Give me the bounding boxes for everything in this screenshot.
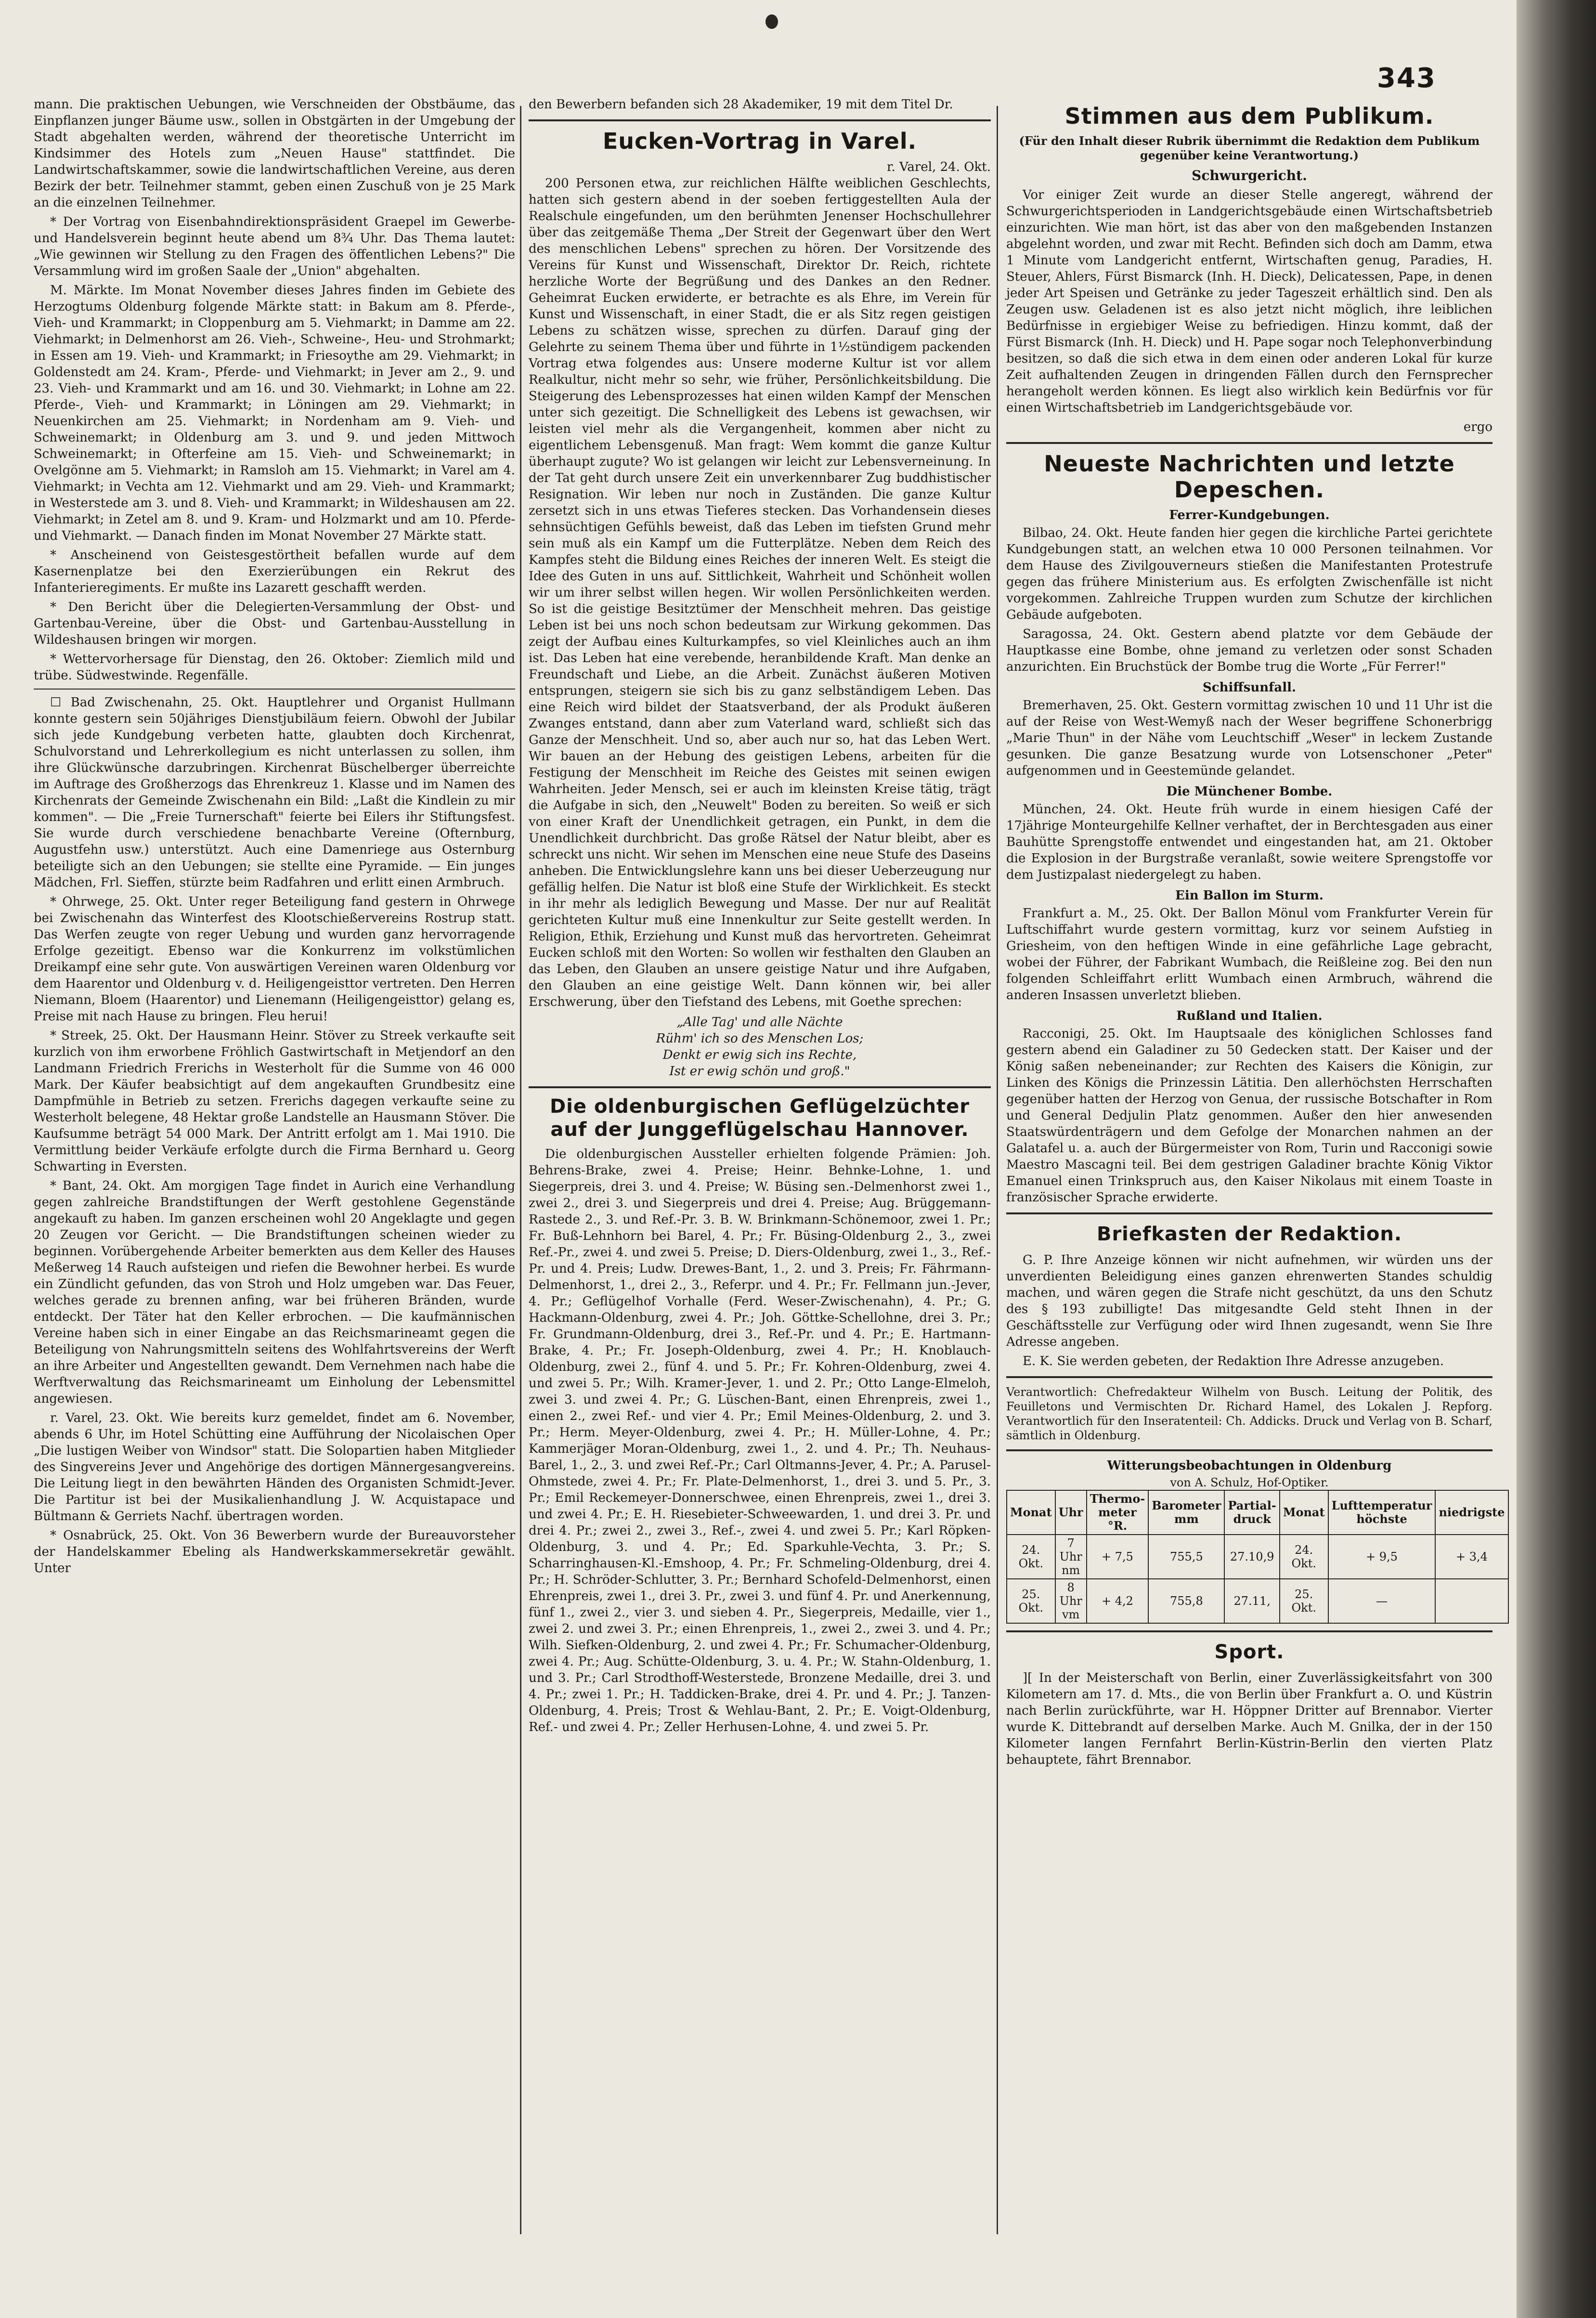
weather-row: [1007, 1535, 1508, 1579]
divider: [1006, 1630, 1492, 1632]
weather-cell: 755,8: [1148, 1579, 1224, 1623]
article-frankfurt: Frankfurt a. M., 25. Okt. Der Ballon Mönul vom Frankfurter Verein für Luftschiffahrt wurde gestern vormittag, kurz vor seinem Aufstieg in Griesheim, von den heftigen Winde in eine gefährliche Lage gebracht, wobei der Führer, der Fabrikant Wumbach, die Reißleine zog. Bei den nun folgenden Schleiffahrt erlitt Wumbach einen Armbruch, während die anderen Insassen unverletzt blieben.: [1006, 906, 1492, 1003]
weather-cell: 755,5: [1148, 1535, 1224, 1579]
article-osnabrueck: * Osnabrück, 25. Okt. Von 36 Bewerbern wurde der Bureauvorsteher der Handelskammer Ebeling als Handwerkskammersekretär gewählt. Unter: [34, 1528, 515, 1576]
weather-cell: 8 Uhr vm: [1055, 1579, 1087, 1623]
article-wettervorhersage: * Wettervorhersage für Dienstag, den 26. Oktober: Ziemlich mild und trübe. Südwestwinde. Regenfälle.: [34, 652, 515, 683]
weather-header: Monat: [1280, 1490, 1328, 1535]
weather-cell: 25. Okt.: [1280, 1579, 1328, 1623]
weather-header: Monat: [1007, 1490, 1055, 1535]
weather-cell: + 7,5: [1087, 1535, 1149, 1579]
column-rule: [997, 106, 998, 2234]
divider: [1006, 1376, 1492, 1378]
subhead-russland: Rußland und Italien.: [1176, 1009, 1323, 1023]
divider: [529, 1086, 991, 1088]
article-ohrwege: * Ohrwege, 25. Okt. Unter reger Beteiligung fand gestern in Ohrwege bei Zwischenahn das Winterfest des Klootschießervereins Rostrup statt. Das Werfen zeugte von reger Uebung und wurden ganz hervorragende Erfolge gezeitigt. Ebenso war die Konkurrenz im volkstümlichen Dreikampf eine sehr gute. Von auswärtigen Vereinen waren Oldenburg vor dem Haarentor und Oldenburg v. d. Heiligengeisttor vertreten. Den Herren Niemann, Bloem (Haarentor) und Lienemann (Heiligengeisttor) gelang es, Preise mit nach Hause zu bringen. Fleu herui!: [34, 895, 515, 1024]
page-number: 343: [1377, 63, 1436, 94]
weather-header: Lufttemperatur höchste: [1328, 1490, 1436, 1535]
weather-header: Barometer mm: [1148, 1490, 1224, 1535]
signature: ergo: [1463, 420, 1492, 434]
article-saragossa: Saragossa, 24. Okt. Gestern abend platzte vor dem Gebäude der Hauptkasse eine Bombe, ohne jemand zu verletzen oder sonst Schaden anzurichten. Ein Bruchstück der Bombe trug die Worte „Für Ferrer!": [1006, 627, 1492, 674]
article-bremerhaven: Bremerhaven, 25. Okt. Gestern vormittag zwischen 10 und 11 Uhr ist die auf der Reise von West-Wemyß nach der Weser begriffene Schonerbrigg „Marie Thun" in der Nähe vom Leuchtschiff „Weser" in leckem Zustande gesunken. Die ganze Besatzung wurde von Lotsenschoner „Peter" aufgenommen und in Geestemünde gelandet.: [1006, 698, 1492, 778]
weather-header: Partial-druck: [1224, 1490, 1279, 1535]
article-osnabrueck-cont: den Bewerbern befanden sich 28 Akademiker, 19 mit dem Titel Dr.: [529, 97, 953, 112]
newspaper-page: [19, 96, 1507, 2249]
article-varel: r. Varel, 23. Okt. Wie bereits kurz gemeldet, findet am 6. November, abends 6 Uhr, im Hotel Schütting eine Aufführung der Nicolaischen Oper „Die lustigen Weiber von Windsor" statt. Die Solopartien haben Mitglieder des Singvereins Jever und Angehörige des dortigen Männergesangvereins. Die Leitung liegt in den bewährten Händen des Organisten Schmidt-Jever. Die Partitur ist bei der Musikalienhandlung J. W. Acquistapace und Bültmann & Gerriets Nachf. übertragen worden.: [34, 1411, 515, 1524]
subhead-schiffsunfall: Schiffsunfall.: [1202, 680, 1296, 695]
article-eucken: 200 Personen etwa, zur reichlichen Hälfte weiblichen Geschlechts, hatten sich gestern abend in der soeben fertiggestellten Aula der Realschule eingefunden, um den berühmten Jenenser Hochschullehrer über das zeitgemäße Thema „Der Streit der Gegenwart über den Wert des menschlichen Lebens" sprechen zu hören. Der Vorsitzende des Vereins für Kunst und Wissenschaft, Direktor Dr. Reich, richtete herzliche Worte der Begrüßung und des Dankes an den Redner. Geheimrat Eucken erwiderte, er betrachte es als Ehre, im Verein für Kunst und Wissenschaft, in einer Stadt, die er als Sitz regen geistigen Lebens zu schätzen wisse, sprechen zu dürfen. Darauf ging der Gelehrte zu seinem Thema über und führte in 1½stündigem packenden Vortrag etwa folgendes aus: Unsere moderne Kultur ist vor allem Realkultur, nicht mehr so sehr, wie früher, Persönlichkeitsbildung. Die Steigerung des Lebensprozesses hat einen wilden Kampf der Menschen unter sich gezeitigt. Die Schnelligkeit des Lebens ist gewachsen, wir leisten viel mehr als die Vergangenheit, kommen aber nicht zu eigentlichem Lebensgenuß. Man fragt: Wem kommt die ganze Kultur überhaupt zugute? Wo ist gelangen wir leicht zur Lebensverneinung. In der Tat geht durch unsere Zeit ein unverkennbarer Zug buddhistischer Resignation. Wir leben nur noch in Zuständen. Die ganze Kultur zersetzt sich in uns etwas Tieferes stecken. Das Vorhandensein dieses sehnsüchtigen Gefühls beweist, daß das Leben im tiefsten Grund mehr sein muß als ein Kampf um die Futterplätze. Neben dem Reich des Kampfes steht die Bildung eines Reiches der inneren Welt. Es steigt die Idee des Guten in uns auf. Sittlichkeit, Wahrheit und Schönheit wollen wir um ihrer selbst willen hegen. Wir wollen Persönlichkeiten werden. So ist die geistige Besitztümer der Menschheit mehren. Das geistige Leben ist bei uns noch schon bedeutsam zur Wirkung gekommen. Das zeigt der Aufbau eines Kulturkampfes, so viel Kleinliches auch an ihm ist. Das Leben hat eine verebende, heranbildende Kraft. Man denke an Freundschaft und Liebe, an die Arbeit. Zunächst äußeren Motiven entsprungen, steigern sie sich bis zu ganz selbständigem Leben. Das eine Reich wird bildet der Staatsverband, der als Produkt äußeren Zwanges entstand, dann aber zum Vaterland ward, schließt sich das Ganze der Menschheit. Und so, aber auch nur so, hat das Leben Wert. Wir bauen an der Hebung des geistigen Lebens, arbeiten für die Festigung der Menschheit im Reiche des Geistes mit seinen ewigen Wahrheiten. Jeder Mensch, sei er auch im kleinsten Kreise tätig, trägt die Aufgabe in sich, den „Neuwelt" Boden zu bereiten. So weiß er sich von einer Kraft der Unendlichkeit getragen, ein Punkt, in dem die Unendlichkeit durchbricht. Das große Rätsel der Natur bleibt, aber es schreckt uns nicht. Wir sehen im Menschen eine neue Stufe des Daseins anheben. Die Entwicklungslehre kann uns bei dieser Ueberzeugung nur gefällig helfen. Die Natur ist bloß eine Stufe der Wirklichkeit. Es steckt in ihr mehr als lediglich Bewegung und Masse. Der nur auf Realität gerichteten Kultur muß eine Innenkultur zur Seite gestellt werden. In Religion, Ethik, Erziehung und Kunst muß das hervortreten. Geheimrat Eucken schloß mit den Worten: So wollen wir festhalten den Glauben an das Leben, den Glauben an unsere geistige Natur und ihre Aufgaben, den Glauben an eine geistige Welt. Dann können wir, bei aller Erschwerung, über den Tiefstand des Lebens, mit Goethe sprechen:: [529, 176, 991, 1009]
column-3: [1006, 96, 1505, 2249]
headline-witterung: Witterungsbeobachtungen in Oldenburg: [1107, 1459, 1392, 1473]
poem-line: Ist er ewig schön und groß.": [669, 1064, 850, 1079]
article-bilbao: Bilbao, 24. Okt. Heute fanden hier gegen die kirchliche Partei gerichtete Kundgebungen statt, an welchen etwa 10 000 Personen teilnahmen. Vor dem Hause des Zivilgouverneurs stießen die Manifestanten Protestrufe gegen das frühere Ministerium aus. Es erfolgten Zwischenfälle ist nicht vorgekommen. Zahlreiche Truppen wurden zum Schutze der kirchlichen Gebäude aufgeboten.: [1006, 526, 1492, 622]
weather-cell: + 4,2: [1087, 1579, 1149, 1623]
column-1: [34, 96, 515, 2249]
weather-cell: 27.10,9: [1224, 1535, 1279, 1579]
column-2: [529, 96, 991, 2249]
weather-cell: 27.11,: [1224, 1579, 1279, 1623]
article-bad-zwischenahn: ☐ Bad Zwischenahn, 25. Okt. Hauptlehrer und Organist Hullmann konnte gestern sein 50jähriges Dienstjubiläum feiern. Obwohl der Jubilar sich jede Kundgebung verbeten hatte, glaubten doch Kirchenrat, Schulvorstand und Lehrerkollegium es nicht unterlassen zu sollen, ihm ihre Glückwünsche darzubringen. Kirchenrat Büschelberger überreichte im Auftrage des Großherzogs das Ehrenkreuz 1. Klasse und im Namen des Kirchenrats der Gemeinde Zwischenahn ein Bild: „Laßt die Kindlein zu mir kommen". — Die „Freie Turnerschaft" feierte bei Eilers ihr Stiftungsfest. Sie wurde durch verschiedene benachbarte Vereine (Ofternburg, Augustfehn usw.) unterstützt. Auch eine Damenriege aus Osternburg beteiligte sich an den Uebungen; sie stellte eine Pyramide. — Ein junges Mädchen, Frl. Sieffen, stürzte beim Radfahren und erlitt einen Armbruch.: [34, 695, 515, 890]
article-muenchen: München, 24. Okt. Heute früh wurde in einem hiesigen Café der 17jährige Monteurgehilfe Kellner verhaftet, der in Berchtesgaden aus einer Bauhütte Sprengstoffe entwendet und eingestanden hat, am 21. Oktober die Explosion in der Burgstraße veranlaßt, sowie weitere Sprengstoffe vor dem Justizpalast niedergelegt zu haben.: [1006, 802, 1492, 882]
poem-line: „Alle Tag' und alle Nächte: [676, 1015, 843, 1029]
letter-gp: G. P. Ihre Anzeige können wir nicht aufnehmen, wir würden uns der unverdienten Beleidigung eines ganzen ehrenwerten Standes schuldig machen, und wären gegen die Strafe nicht geschützt, da uns den Schutz des § 193 zubilligte! Das mitgesandte Geld steht Ihnen in der Geschäftsstelle zur Verfügung oder wird Ihnen zugesandt, wenn Sie Ihre Adresse angeben.: [1006, 1253, 1492, 1349]
headline-neueste: Neueste Nachrichten und letzte Depeschen.: [1044, 451, 1455, 503]
divider: [529, 119, 991, 121]
weather-cell: + 3,4: [1435, 1535, 1508, 1579]
imprint: Verantwortlich: Chefredakteur Wilhelm von Busch. Leitung der Politik, des Feuilletons und Vermischten Dr. Richard Hamel, des Lokalen J. Repforg. Verantwortlich für den Inseratenteil: Ch. Addicks. Druck und Verlag von B. Scharf, sämtlich in Oldenburg.: [1006, 1385, 1492, 1442]
weather-table: [1006, 1490, 1509, 1624]
witterung-sub: von A. Schulz, Hof-Optiker.: [1170, 1476, 1329, 1489]
ink-blot: [766, 14, 778, 29]
headline-eucken: Eucken-Vortrag in Varel.: [602, 128, 917, 154]
article-obstbau: mann. Die praktischen Uebungen, wie Verschneiden der Obstbäume, das Einpflanzen junger Bäume usw., sollen in Obstgärten in der Umgebung der Stadt abgehalten werden, während der theoretische Unterricht im Kindsimmer des Hotels zum „Neuen Hause" stattfindet. Die Landwirtschaftskammer, sowie die landwirtschaftlichen Vereine, aus deren Bezirk der betr. Teilnehmer stammt, geben einen Zuschuß von je 25 Mark an die einzelnen Teilnehmer.: [34, 97, 515, 210]
article-rekrut: * Anscheinend von Geistesgestörtheit befallen wurde auf dem Kasernenplatze bei den Exerzierübungen ein Rekrut des Infanterieregiments. Er mußte ins Lazarett geschafft werden.: [34, 548, 515, 595]
divider: [1006, 442, 1492, 444]
disclaimer: (Für den Inhalt dieser Rubrik übernimmt die Redaktion dem Publikum gegenüber keine Verantwortung.): [1019, 134, 1480, 162]
weather-cell: [1435, 1579, 1508, 1623]
weather-cell: —: [1328, 1579, 1436, 1623]
subhead-schwurgericht: Schwurgericht.: [1192, 168, 1307, 183]
divider: [1006, 1449, 1492, 1451]
weather-cell: 24. Okt.: [1007, 1535, 1055, 1579]
weather-row: [1007, 1579, 1508, 1623]
article-bant: * Bant, 24. Okt. Am morgigen Tage findet in Aurich eine Verhandlung gegen zahlreiche Brandstiftungen der Werft gestohlene Gegenstände angekauft zu haben. Im ganzen erscheinen wohl 20 Angeklagte und gegen 20 Zeugen vor Gericht. — Die Brandstiftungen scheinen wieder zu beginnen. Vorübergehende Arbeiter bemerkten aus dem Keller des Hauses Meßerweg 14 Rauch aufsteigen und riefen die Bewohner herbei. Es wurde ein Zündlicht gefunden, das von Stroh und Holz umgeben war. Das Feuer, welches gerade zu brennen anfing, war bei früheren Bränden, wurde entdeckt. Der Täter hat den Keller erbrochen. — Die kaufmännischen Vereine haben sich in einer Eingabe an das Reichsmarineamt gegen die Beteiligung von Nahrungsmitteln seitens des Wohlfahrtsvereins der Werft an ihre Arbeiter und Angestellten gewandt. Dem Vernehmen nach habe die Werftverwaltung das Reichsmarineamt um Einholung der Lebensmittel angewiesen.: [34, 1179, 515, 1406]
weather-header-row: [1007, 1490, 1508, 1535]
article-maerkte: M. Märkte. Im Monat November dieses Jahres finden im Gebiete des Herzogtums Oldenburg folgende Märkte statt: in Bakum am 8. Pferde-, Vieh- und Krammarkt; in Cloppenburg am 5. Viehmarkt; in Damme am 22. Viehmarkt; in Delmenhorst am 26. Vieh-, Schweine-, Heu- und Strohmarkt; in Essen am 19. Vieh- und Krammarkt; in Friesoythe am 29. Viehmarkt; in Goldenstedt am 24. Kram-, Pferde- und Viehmarkt; in Jever am 2., 9. und 23. Vieh- und Krammarkt und am 16. und 30. Viehmarkt; in Lohne am 22. Pferde-, Vieh- und Krammarkt; in Löningen am 29. Viehmarkt; in Neuenkirchen am 25. Viehmarkt; in Nordenham am 9. Vieh- und Schweinemarkt; in Oldenburg am 3. und 9. und jeden Mittwoch Schweinemarkt; in Ofterfeine am 15. Vieh- und Schweinemarkt; in Ovelgönne am 5. Viehmarkt; in Ramsloh am 15. Viehmarkt; in Varel am 4. Viehmarkt; in Vechta am 12. Viehmarkt und am 29. Vieh- und Krammarkt; in Westerstede am 3. und 8. Vieh- und Krammarkt; in Wildeshausen am 22. Viehmarkt; in Zetel am 8. und 9. Kram- und Holzmarkt und am 10. Pferde- und Viehmarkt. — Danach finden im Monat November 27 Märkte statt.: [34, 283, 515, 543]
headline-gefluegel: Die oldenburgischen Geflügelzüchter auf der Junggeflügelschau Hannover.: [549, 1095, 970, 1141]
article-sport: ][ In der Meisterschaft von Berlin, einer Zuverlässigkeitsfahrt von 300 Kilometern am 17. d. Mts., die von Berlin über Frankfurt a. O. und Küstrin nach Berlin zurückführte, war H. Höppner Dritter auf Brennabor. Vierter wurde K. Dittebrandt auf derselben Marke. Auch M. Gnilka, der in der 150 Kilometer langen Fernfahrt Berlin-Küstrin-Berlin den vierten Platz behauptete, fährt Brennabor.: [1006, 1671, 1492, 1767]
article-schwurgericht: Vor einiger Zeit wurde an dieser Stelle angeregt, während der Schwurgerichtsperioden in Landgerichtsgebäude einen Wirtschaftsbetrieb einzurichten. Wie man hört, ist das aber von den maßgebenden Instanzen abgelehnt worden, und zwar mit Recht. Befinden sich doch am Damm, etwa 1 Minute vom Landgericht entfernt, Wirtschaften genug, Paradies, H. Steuer, Ahlers, Fürst Bismarck (Inh. H. Dieck), Delicatessen, Pape, in denen jeder Art Speisen und Getränke zu jeder Tageszeit erhältlich sind. Den als Zeugen usw. Geladenen ist es also jetzt nicht möglich, ihre leiblichen Bedürfnisse in ergiebiger Weise zu befriedigen. Hinzu kommt, daß der Fürst Bismarck (Inh. H. Dieck) und H. Pape sogar noch Telephonverbindung besitzen, so daß die sich etwa in dem einen oder anderen Lokal für kurze Zeit aufhaltenden Zeugen in dringenden Fällen durch den Fernsprecher herangeholt werden können. Es liegt also wirklich kein Bedürfnis vor für einen Wirtschaftsbetrieb im Landgerichtsgebäude vor.: [1006, 188, 1492, 415]
poem-line: Rühm' ich so des Menschen Los;: [656, 1031, 864, 1046]
subhead-ballon: Ein Ballon im Sturm.: [1175, 888, 1324, 903]
subhead-bombe: Die Münchener Bombe.: [1166, 784, 1333, 799]
divider: [34, 689, 515, 690]
article-vortrag-graepel: * Der Vortrag von Eisenbahndirektionspräsident Graepel im Gewerbe- und Handelsverein beginnt heute abend um 8¾ Uhr. Das Thema lautet: „Wie gewinnen wir Stellung zu den Fragen des öffentlichen Lebens?" Die Versammlung wird im großen Saale der „Union" abgehalten.: [34, 215, 515, 278]
weather-header: Uhr: [1055, 1490, 1087, 1535]
article-obstbau-bericht: * Den Bericht über die Delegierten-Versammlung der Obst- und Gartenbau-Vereine, über die Obst- und Gartenbau-Ausstellung in Wildeshausen bringen wir morgen.: [34, 600, 515, 647]
article-racconigi: Racconigi, 25. Okt. Im Hauptsaale des königlichen Schlosses fand gestern abend ein Galadiner zu 50 Gedecken statt. Der Kaiser und der König saßen nebeneinander; zur Rechten des Kaisers die Königin, zur Linken des Königs die Prinzessin Lätitia. Den allerhöchsten Herrschaften gegenüber hatten der Herzog von Genua, der russische Botschafter in Rom und General Dedjulin Platz genommen. Außer den hier anwesenden Staatswürdenträgern und dem Gefolge der Monarchen nahmen an der Galatafel u. a. auch der Bürgermeister von Rom, Turin und Racconigi sowie Maestro Mascagni teil. Bei dem gestrigen Galadiner brachte König Viktor Emanuel einen Trinkspruch aus, den Kaiser Nikolaus mit einem Toaste in französischer Sprache erwiderte.: [1006, 1027, 1492, 1205]
letter-ek: E. K. Sie werden gebeten, der Redaktion Ihre Adresse anzugeben.: [1023, 1354, 1444, 1368]
weather-cell: + 9,5: [1328, 1535, 1436, 1579]
weather-header: niedrigste: [1435, 1490, 1508, 1535]
goethe-poem: [529, 1014, 991, 1080]
weather-cell: 7 Uhr nm: [1055, 1535, 1087, 1579]
headline-sport: Sport.: [1214, 1641, 1285, 1663]
article-gefluegel: Die oldenburgischen Aussteller erhielten folgende Prämien: Joh. Behrens-Brake, zwei 4. Preise; Heinr. Behnke-Lohne, 1. und Siegerpreis, drei 3. und 4. Preise; W. Büsing sen.-Delmenhorst zwei 1., zwei 2., drei 3. und Siegerpreis und drei 4. Preise; Aug. Brüggemann-Rastede 2., 3. und Ref.-Pr. 3. B. W. Brinkmann-Schönemoor, zwei 1. Pr.; Fr. Buß-Lehnhorn bei Barel, 4. Pr.; Fr. Büsing-Oldenburg 2., 3., zwei Ref.-Pr., zwei 4. und zwei 5. Preise; D. Diers-Oldenburg, zwei 1., 3., Ref.-Pr. und 4. Preis; Ludw. Drewes-Bant, 1., 2. und 3. Preis; Fr. Fährmann-Delmenhorst, 1., drei 2., 3., Referpr. und 4. Pr.; Fr. Fellmann jun.-Jever, 4. Pr.; Geflügelhof Vorhalle (Ferd. Weser-Zwischenahn), 4. Pr.; G. Hackmann-Oldenburg, zwei 4. Pr.; Joh. Göttke-Schellohne, drei 3. Pr.; Fr. Grundmann-Oldenburg, drei 3., Ref.-Pr. und 4. Pr.; E. Hartmann-Brake, 4. Pr.; Fr. Joseph-Oldenburg, zwei 4. Pr.; H. Knoblauch-Oldenburg, zwei 2., fünf 4. und 5. Pr.; Fr. Kohren-Oldenburg, zwei 4. und zwei 5. Pr.; Wilh. Kramer-Jever, 1. und 2. Pr.; Otto Lange-Elmeloh, zwei 3. und zwei 4. Pr.; G. Lüschen-Bant, einen Ehrenpreis, zwei 1., einen 2., zwei Ref.- und vier 4. Pr.; Emil Meines-Oldenburg, 2. und 3. Pr.; Herm. Meyer-Oldenburg, zwei 4. Pr.; H. Müller-Lohne, 4. Pr.; Kammerjäger Moran-Oldenburg, zwei 1., 2. und 4. Pr.; Th. Neuhaus-Barel, 1., 2., 3. und zwei Ref.-Pr.; Carl Oltmanns-Jever, 4. Pr.; A. Parusel-Ohmstede, zwei 4. Pr.; Fr. Plate-Delmenhorst, 1., drei 3. und 5. Pr., 3. Pr.; Emil Reckemeyer-Donnerschwee, einen Ehrenpreis, zwei 1., drei 3. und zwei 4. Pr.; E. H. Riesebieter-Schweewarden, 1. und drei 3. Pr. und drei 4. Pr.; zwei 2., zwei 3., Ref.-, zwei 4. und zwei 5. Pr.; Karl Röpken-Oldenburg, 3. und 4. Pr.; Ed. Sparkuhle-Vechta, 3. Pr.; S. Scharringhausen-Kl.-Emshoop, 4. Pr.; Fr. Schmeling-Oldenburg, drei 4. Pr.; H. Schröder-Schlutter, 3. Pr.; Bernhard Schofeld-Delmenhorst, einen Ehrenpreis, zwei 1., drei 3. Pr., zwei 3. und fünf 4. Pr. und Anerkennung, fünf 1., zwei 2., vier 3. und sieben 4. Pr., Siegerpreis, Medaille, vier 1., zwei 2. und zwei 3. Pr.; einen Ehrenpreis, 1., zwei 2., zwei 3. und 4. Pr.; Wilh. Siefken-Oldenburg, 2. und zwei 4. Pr.; Fr. Schumacher-Oldenburg, zwei 4. Pr.; Aug. Schütte-Oldenburg, 3. u. 4. Pr.; W. Stahn-Oldenburg, 1. und 3. Pr.; Carl Strodthoff-Westerstede, Bronzene Medaille, drei 3. und 4. Pr.; zwei 1. Pr.; H. Taddicken-Brake, drei 4. Pr. und 4. Pr.; J. Tanzen-Oldenburg, 4. Preis; Trost & Wehlau-Bant, 2. Pr.; E. Voigt-Oldenburg, Ref.- und zwei 4. Pr.; Zeller Herhusen-Lohne, 4. und zwei 5. Pr.: [529, 1147, 991, 1734]
column-rule: [520, 106, 521, 2234]
weather-cell: 24. Okt.: [1280, 1535, 1328, 1579]
poem-line: Denkt er ewig sich ins Rechte,: [662, 1048, 857, 1062]
article-streek: * Streek, 25. Okt. Der Hausmann Heinr. Stöver zu Streek verkaufte seit kurzlich von ihm erworbene Fröhlich Gastwirtschaft in Metjendorf an den Landmann Friedrich Frerichs in Westerholt für die Summe von 46 000 Mark. Der Käufer beabsichtigt auf dem angekauften Grundbesitz eine Dampfmühle in Betrieb zu setzen. Frerichs dagegen verkaufte seine zu Westerholt belegene, 48 Hektar große Landstelle an Hausmann Stöver. Die Kaufsumme beträgt 54 000 Mark. Der Antritt erfolgt am 1. Mai 1910. Die Vermittlung beider Verkäufe erfolgte durch die Firma Bernhard u. Georg Schwarting in Eversten.: [34, 1029, 515, 1174]
book-binding: [1517, 0, 1596, 2318]
weather-header: Thermo-meter °R.: [1087, 1490, 1149, 1535]
subhead-ferrer: Ferrer-Kundgebungen.: [1169, 508, 1330, 522]
divider: [1006, 1212, 1492, 1214]
headline-stimmen: Stimmen aus dem Publikum.: [1064, 103, 1434, 129]
headline-briefkasten: Briefkasten der Redaktion.: [1096, 1223, 1402, 1245]
weather-cell: 25. Okt.: [1007, 1579, 1055, 1623]
dateline-eucken: r. Varel, 24. Okt.: [886, 160, 991, 174]
